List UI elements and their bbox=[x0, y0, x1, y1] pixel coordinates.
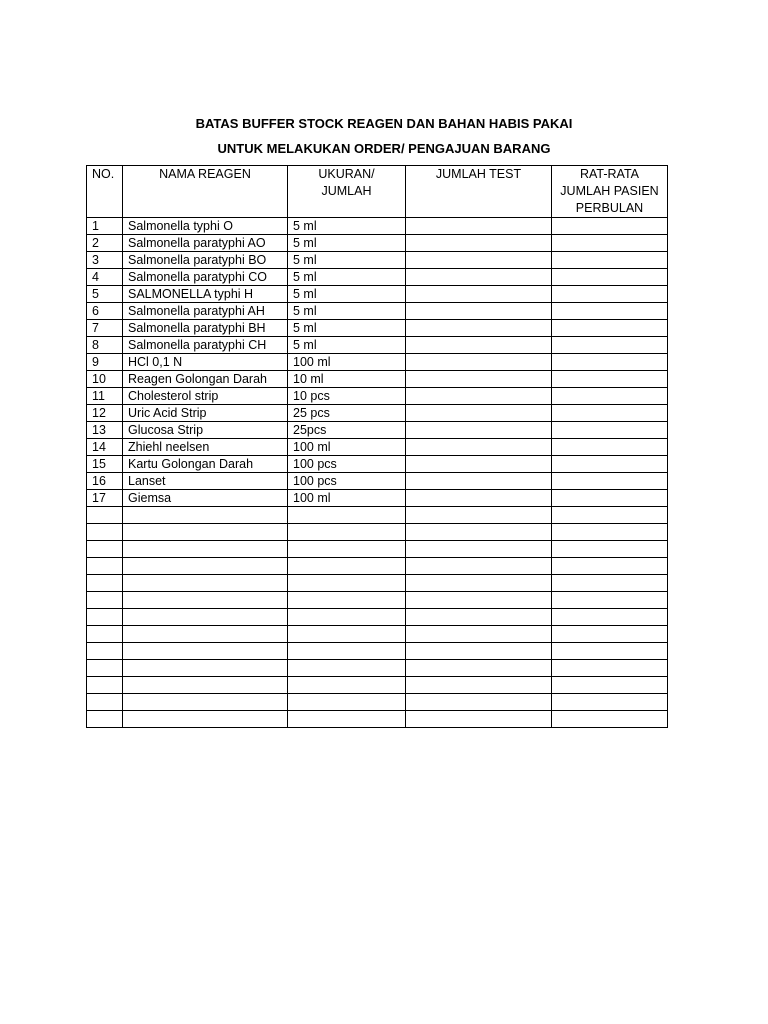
empty-cell bbox=[87, 592, 123, 609]
cell-nama-reagen: Salmonella typhi O bbox=[123, 218, 288, 235]
empty-cell bbox=[123, 592, 288, 609]
cell-nama-reagen: Giemsa bbox=[123, 490, 288, 507]
empty-cell bbox=[288, 660, 406, 677]
table-row bbox=[87, 354, 668, 371]
empty-cell bbox=[123, 524, 288, 541]
empty-cell bbox=[406, 660, 552, 677]
empty-cell bbox=[87, 609, 123, 626]
empty-cell bbox=[87, 660, 123, 677]
cell-no: 1 bbox=[87, 218, 123, 235]
cell-jumlah-test bbox=[406, 269, 552, 286]
cell-no: 9 bbox=[87, 354, 123, 371]
empty-cell bbox=[406, 541, 552, 558]
table-header-row bbox=[87, 166, 668, 218]
cell-rata-rata bbox=[552, 490, 668, 507]
empty-cell bbox=[406, 677, 552, 694]
document-subtitle: UNTUK MELAKUKAN ORDER/ PENGAJUAN BARANG bbox=[217, 141, 551, 156]
header-nama-reagen: NAMA REAGEN bbox=[123, 166, 288, 218]
cell-no: 14 bbox=[87, 439, 123, 456]
cell-jumlah-test bbox=[406, 456, 552, 473]
cell-rata-rata bbox=[552, 218, 668, 235]
cell-ukuran: 10 pcs bbox=[288, 388, 406, 405]
empty-cell bbox=[288, 711, 406, 728]
cell-nama-reagen: Salmonella paratyphi BO bbox=[123, 252, 288, 269]
header-rata-rata: RAT-RATA JUMLAH PASIEN PERBULAN bbox=[552, 166, 668, 218]
cell-ukuran: 5 ml bbox=[288, 269, 406, 286]
cell-jumlah-test bbox=[406, 354, 552, 371]
cell-nama-reagen: Reagen Golongan Darah bbox=[123, 371, 288, 388]
cell-ukuran: 5 ml bbox=[288, 218, 406, 235]
empty-cell bbox=[552, 558, 668, 575]
empty-cell bbox=[406, 575, 552, 592]
cell-jumlah-test bbox=[406, 371, 552, 388]
document-title: BATAS BUFFER STOCK REAGEN DAN BAHAN HABIS PAKAI bbox=[195, 116, 573, 131]
table-row bbox=[87, 439, 668, 456]
cell-nama-reagen: HCl 0,1 N bbox=[123, 354, 288, 371]
cell-jumlah-test bbox=[406, 388, 552, 405]
empty-cell bbox=[288, 694, 406, 711]
cell-jumlah-test bbox=[406, 473, 552, 490]
empty-cell bbox=[406, 643, 552, 660]
empty-table-row bbox=[87, 660, 668, 677]
empty-cell bbox=[552, 575, 668, 592]
empty-table-row bbox=[87, 575, 668, 592]
cell-ukuran: 5 ml bbox=[288, 235, 406, 252]
cell-rata-rata bbox=[552, 456, 668, 473]
empty-cell bbox=[406, 694, 552, 711]
empty-cell bbox=[552, 507, 668, 524]
empty-table-row bbox=[87, 694, 668, 711]
cell-no: 16 bbox=[87, 473, 123, 490]
table-row bbox=[87, 405, 668, 422]
empty-cell bbox=[87, 643, 123, 660]
empty-cell bbox=[87, 694, 123, 711]
empty-cell bbox=[552, 524, 668, 541]
empty-cell bbox=[288, 507, 406, 524]
table-row bbox=[87, 269, 668, 286]
header-no: NO. bbox=[87, 166, 123, 218]
cell-rata-rata bbox=[552, 422, 668, 439]
empty-table-row bbox=[87, 541, 668, 558]
empty-cell bbox=[406, 711, 552, 728]
cell-nama-reagen: Lanset bbox=[123, 473, 288, 490]
empty-table-row bbox=[87, 677, 668, 694]
empty-cell bbox=[406, 592, 552, 609]
cell-no: 6 bbox=[87, 303, 123, 320]
empty-table-row bbox=[87, 626, 668, 643]
buffer-stock-table bbox=[86, 165, 668, 728]
empty-cell bbox=[288, 643, 406, 660]
table-body bbox=[87, 218, 668, 728]
cell-rata-rata bbox=[552, 337, 668, 354]
table-row bbox=[87, 252, 668, 269]
cell-nama-reagen: Salmonella paratyphi CH bbox=[123, 337, 288, 354]
empty-cell bbox=[288, 524, 406, 541]
cell-nama-reagen: Salmonella paratyphi CO bbox=[123, 269, 288, 286]
cell-ukuran: 25 pcs bbox=[288, 405, 406, 422]
empty-cell bbox=[406, 558, 552, 575]
cell-jumlah-test bbox=[406, 405, 552, 422]
cell-nama-reagen: SALMONELLA typhi H bbox=[123, 286, 288, 303]
cell-rata-rata bbox=[552, 388, 668, 405]
empty-table-row bbox=[87, 609, 668, 626]
empty-cell bbox=[87, 541, 123, 558]
empty-cell bbox=[288, 558, 406, 575]
cell-ukuran: 5 ml bbox=[288, 252, 406, 269]
empty-cell bbox=[123, 626, 288, 643]
table-row bbox=[87, 235, 668, 252]
cell-ukuran: 100 ml bbox=[288, 354, 406, 371]
empty-cell bbox=[288, 575, 406, 592]
empty-cell bbox=[552, 711, 668, 728]
cell-rata-rata bbox=[552, 252, 668, 269]
cell-jumlah-test bbox=[406, 252, 552, 269]
table-row bbox=[87, 473, 668, 490]
cell-rata-rata bbox=[552, 269, 668, 286]
cell-ukuran: 25pcs bbox=[288, 422, 406, 439]
cell-ukuran: 100 pcs bbox=[288, 456, 406, 473]
empty-cell bbox=[552, 609, 668, 626]
empty-table-row bbox=[87, 592, 668, 609]
cell-rata-rata bbox=[552, 286, 668, 303]
empty-table-row bbox=[87, 524, 668, 541]
table-row bbox=[87, 490, 668, 507]
cell-no: 3 bbox=[87, 252, 123, 269]
empty-cell bbox=[552, 677, 668, 694]
empty-cell bbox=[87, 558, 123, 575]
empty-cell bbox=[552, 660, 668, 677]
cell-jumlah-test bbox=[406, 439, 552, 456]
cell-ukuran: 5 ml bbox=[288, 286, 406, 303]
cell-no: 8 bbox=[87, 337, 123, 354]
cell-ukuran: 5 ml bbox=[288, 320, 406, 337]
empty-cell bbox=[406, 507, 552, 524]
cell-rata-rata bbox=[552, 235, 668, 252]
cell-rata-rata bbox=[552, 354, 668, 371]
table-row bbox=[87, 303, 668, 320]
empty-cell bbox=[288, 592, 406, 609]
cell-rata-rata bbox=[552, 473, 668, 490]
cell-ukuran: 5 ml bbox=[288, 337, 406, 354]
empty-cell bbox=[87, 626, 123, 643]
cell-nama-reagen: Salmonella paratyphi AH bbox=[123, 303, 288, 320]
table-row bbox=[87, 422, 668, 439]
cell-no: 12 bbox=[87, 405, 123, 422]
empty-cell bbox=[123, 711, 288, 728]
cell-nama-reagen: Glucosa Strip bbox=[123, 422, 288, 439]
empty-cell bbox=[552, 694, 668, 711]
empty-cell bbox=[87, 524, 123, 541]
cell-nama-reagen: Salmonella paratyphi AO bbox=[123, 235, 288, 252]
cell-ukuran: 5 ml bbox=[288, 303, 406, 320]
empty-cell bbox=[552, 592, 668, 609]
empty-cell bbox=[87, 575, 123, 592]
cell-no: 5 bbox=[87, 286, 123, 303]
cell-jumlah-test bbox=[406, 320, 552, 337]
cell-no: 13 bbox=[87, 422, 123, 439]
empty-cell bbox=[87, 507, 123, 524]
cell-rata-rata bbox=[552, 439, 668, 456]
cell-ukuran: 100 ml bbox=[288, 439, 406, 456]
cell-ukuran: 10 ml bbox=[288, 371, 406, 388]
cell-jumlah-test bbox=[406, 422, 552, 439]
cell-nama-reagen: Salmonella paratyphi BH bbox=[123, 320, 288, 337]
cell-nama-reagen: Cholesterol strip bbox=[123, 388, 288, 405]
table-row bbox=[87, 218, 668, 235]
empty-cell bbox=[288, 541, 406, 558]
cell-jumlah-test bbox=[406, 286, 552, 303]
empty-cell bbox=[123, 643, 288, 660]
empty-cell bbox=[123, 694, 288, 711]
cell-ukuran: 100 ml bbox=[288, 490, 406, 507]
cell-jumlah-test bbox=[406, 337, 552, 354]
table-row bbox=[87, 286, 668, 303]
empty-cell bbox=[406, 626, 552, 643]
cell-rata-rata bbox=[552, 371, 668, 388]
empty-cell bbox=[406, 609, 552, 626]
cell-rata-rata bbox=[552, 320, 668, 337]
empty-cell bbox=[123, 677, 288, 694]
table-row bbox=[87, 320, 668, 337]
empty-cell bbox=[87, 711, 123, 728]
cell-ukuran: 100 pcs bbox=[288, 473, 406, 490]
header-ukuran-jumlah: UKURAN/ JUMLAH bbox=[288, 166, 406, 218]
cell-jumlah-test bbox=[406, 235, 552, 252]
table-row bbox=[87, 388, 668, 405]
empty-cell bbox=[288, 677, 406, 694]
empty-cell bbox=[123, 541, 288, 558]
empty-table-row bbox=[87, 643, 668, 660]
cell-nama-reagen: Uric Acid Strip bbox=[123, 405, 288, 422]
cell-no: 4 bbox=[87, 269, 123, 286]
cell-no: 10 bbox=[87, 371, 123, 388]
empty-cell bbox=[288, 609, 406, 626]
cell-no: 2 bbox=[87, 235, 123, 252]
empty-cell bbox=[123, 507, 288, 524]
empty-cell bbox=[288, 626, 406, 643]
table-row bbox=[87, 456, 668, 473]
empty-cell bbox=[87, 677, 123, 694]
cell-no: 11 bbox=[87, 388, 123, 405]
empty-cell bbox=[123, 558, 288, 575]
table-row bbox=[87, 371, 668, 388]
cell-rata-rata bbox=[552, 405, 668, 422]
cell-no: 15 bbox=[87, 456, 123, 473]
cell-no: 17 bbox=[87, 490, 123, 507]
cell-no: 7 bbox=[87, 320, 123, 337]
empty-table-row bbox=[87, 711, 668, 728]
empty-cell bbox=[123, 660, 288, 677]
empty-cell bbox=[552, 643, 668, 660]
cell-nama-reagen: Zhiehl neelsen bbox=[123, 439, 288, 456]
empty-cell bbox=[406, 524, 552, 541]
cell-jumlah-test bbox=[406, 303, 552, 320]
empty-cell bbox=[552, 626, 668, 643]
header-jumlah-test: JUMLAH TEST bbox=[406, 166, 552, 218]
empty-table-row bbox=[87, 558, 668, 575]
empty-cell bbox=[123, 575, 288, 592]
cell-nama-reagen: Kartu Golongan Darah bbox=[123, 456, 288, 473]
empty-cell bbox=[552, 541, 668, 558]
cell-jumlah-test bbox=[406, 218, 552, 235]
table-row bbox=[87, 337, 668, 354]
empty-cell bbox=[123, 609, 288, 626]
cell-jumlah-test bbox=[406, 490, 552, 507]
empty-table-row bbox=[87, 507, 668, 524]
cell-rata-rata bbox=[552, 303, 668, 320]
